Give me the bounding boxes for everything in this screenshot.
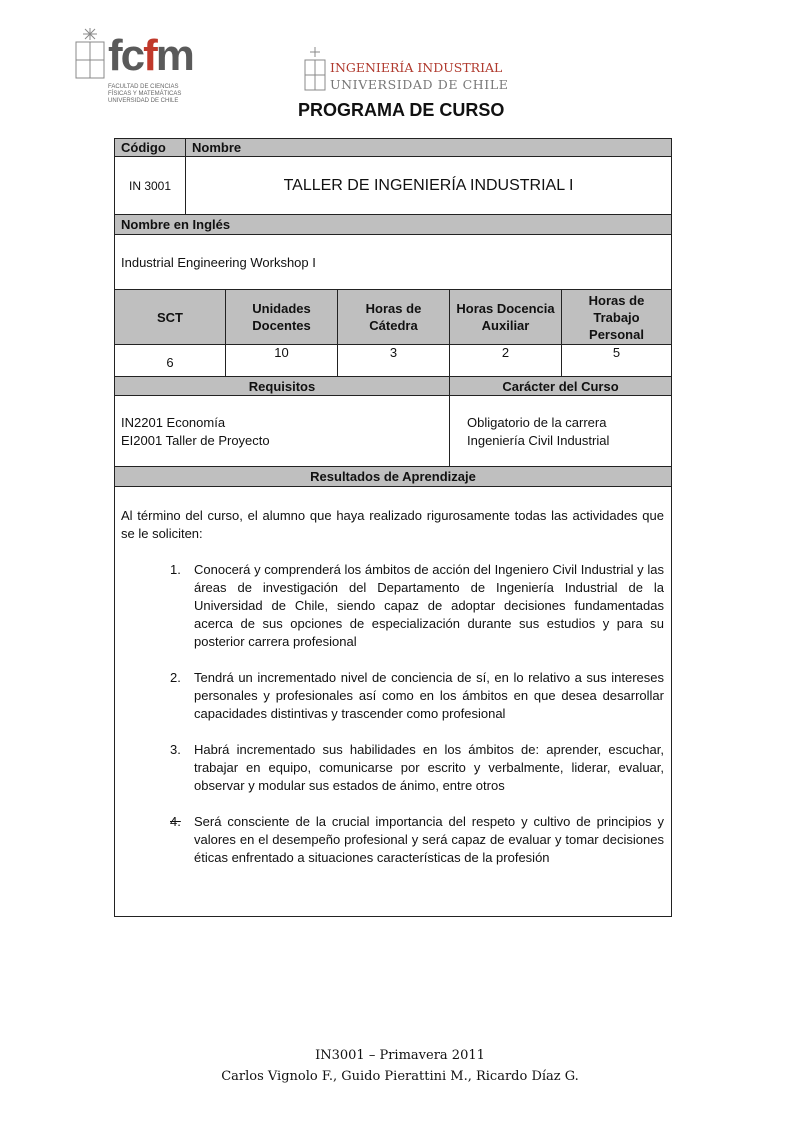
caracter-list — [449, 395, 672, 467]
caracter-item: Obligatorio de la carrera — [467, 415, 607, 430]
stat-value-auxiliar: 2 — [449, 344, 562, 377]
footer-course: IN3001 – Primavera 2011 — [315, 1048, 485, 1063]
stat-value-personal: 5 — [561, 344, 672, 377]
resultados-intro: Al término del curso, el alumno que haya realizado rigurosamente todas las actividades que se le soliciten: — [121, 508, 664, 541]
stat-value-sct: 6 — [114, 344, 226, 377]
university-crest-icon — [72, 26, 108, 82]
list-item: 1. Conocerá y comprenderá los ámbitos de acción del Ingeniero Civil Industrial y las áreas de investigación del Departamento de Ingeniería Industrial de la Universidad de Chile, siendo capaz de adoptar decisiones fundamentadas acerca de sus opciones de especialización durante sus estudios y para su posterior carrera profesional — [170, 562, 664, 649]
stat-header-personal: Horas de Trabajo Personal — [561, 289, 672, 345]
name-header: Nombre — [185, 138, 672, 157]
footer-authors: Carlos Vignolo F., Guido Pierattini M., Ricardo Díaz G. — [221, 1069, 579, 1084]
stat-header-unidades: Unidades Docentes — [225, 289, 338, 345]
page-title: PROGRAMA DE CURSO — [298, 100, 505, 120]
fcfm-logo — [72, 26, 192, 108]
english-name-header: Nombre en Inglés — [114, 214, 672, 235]
stat-value-catedra: 3 — [337, 344, 450, 377]
requisitos-header: Requisitos — [114, 376, 450, 396]
stat-header-sct: SCT — [114, 289, 226, 345]
code-header: Código — [114, 138, 186, 157]
caracter-item: Ingeniería Civil Industrial — [467, 433, 610, 448]
caracter-header: Carácter del Curso — [449, 376, 672, 396]
stat-value-unidades: 10 — [225, 344, 338, 377]
list-item: 2. Tendrá un incrementado nivel de conciencia de sí, en lo relativo a sus intereses personales y profesionales así como en los ámbitos en que desea desarrollar capacidades distintivas y trascender como profesional — [170, 670, 664, 721]
ingenieria-industrial-logo: INGENIERÍA INDUSTRIAL UNIVERSIDAD DE CHILE — [303, 46, 518, 96]
requisitos-list — [114, 395, 450, 467]
course-code: IN 3001 — [114, 156, 186, 215]
requisito-item: IN2201 Economía — [121, 415, 226, 430]
course-name: TALLER DE INGENIERÍA INDUSTRIAL I — [185, 156, 672, 215]
stat-header-catedra: Horas de Cátedra — [337, 289, 450, 345]
requisito-item: EI2001 Taller de Proyecto — [121, 433, 270, 448]
stat-header-auxiliar: Horas Docencia Auxiliar — [449, 289, 562, 345]
resultados-header: Resultados de Aprendizaje — [114, 466, 672, 487]
english-name: Industrial Engineering Workshop I — [114, 234, 672, 290]
list-item: 3. Habrá incrementado sus habilidades en los ámbitos de: aprender, escuchar, trabajar en equipo, comunicarse por escrito y verbalmente, liderar, evaluar, observar y modular sus estados de ánimo, entre otros — [170, 742, 664, 793]
resultados-content — [121, 507, 664, 867]
list-item: 4. Será consciente de la crucial importancia del respeto y cultivo de principios y valores en el desempeño profesional y será capaz de evaluar y tomar decisiones éticas enfrentado a situaciones características de la profesión — [170, 814, 664, 865]
university-crest-icon — [303, 46, 327, 92]
fcfm-wordmark: fcfm — [108, 31, 193, 80]
fcfm-subtitle: FACULTAD DE CIENCIAS FÍSICAS Y MATEMÁTICAS UNIVERSIDAD DE CHILE — [108, 84, 182, 104]
